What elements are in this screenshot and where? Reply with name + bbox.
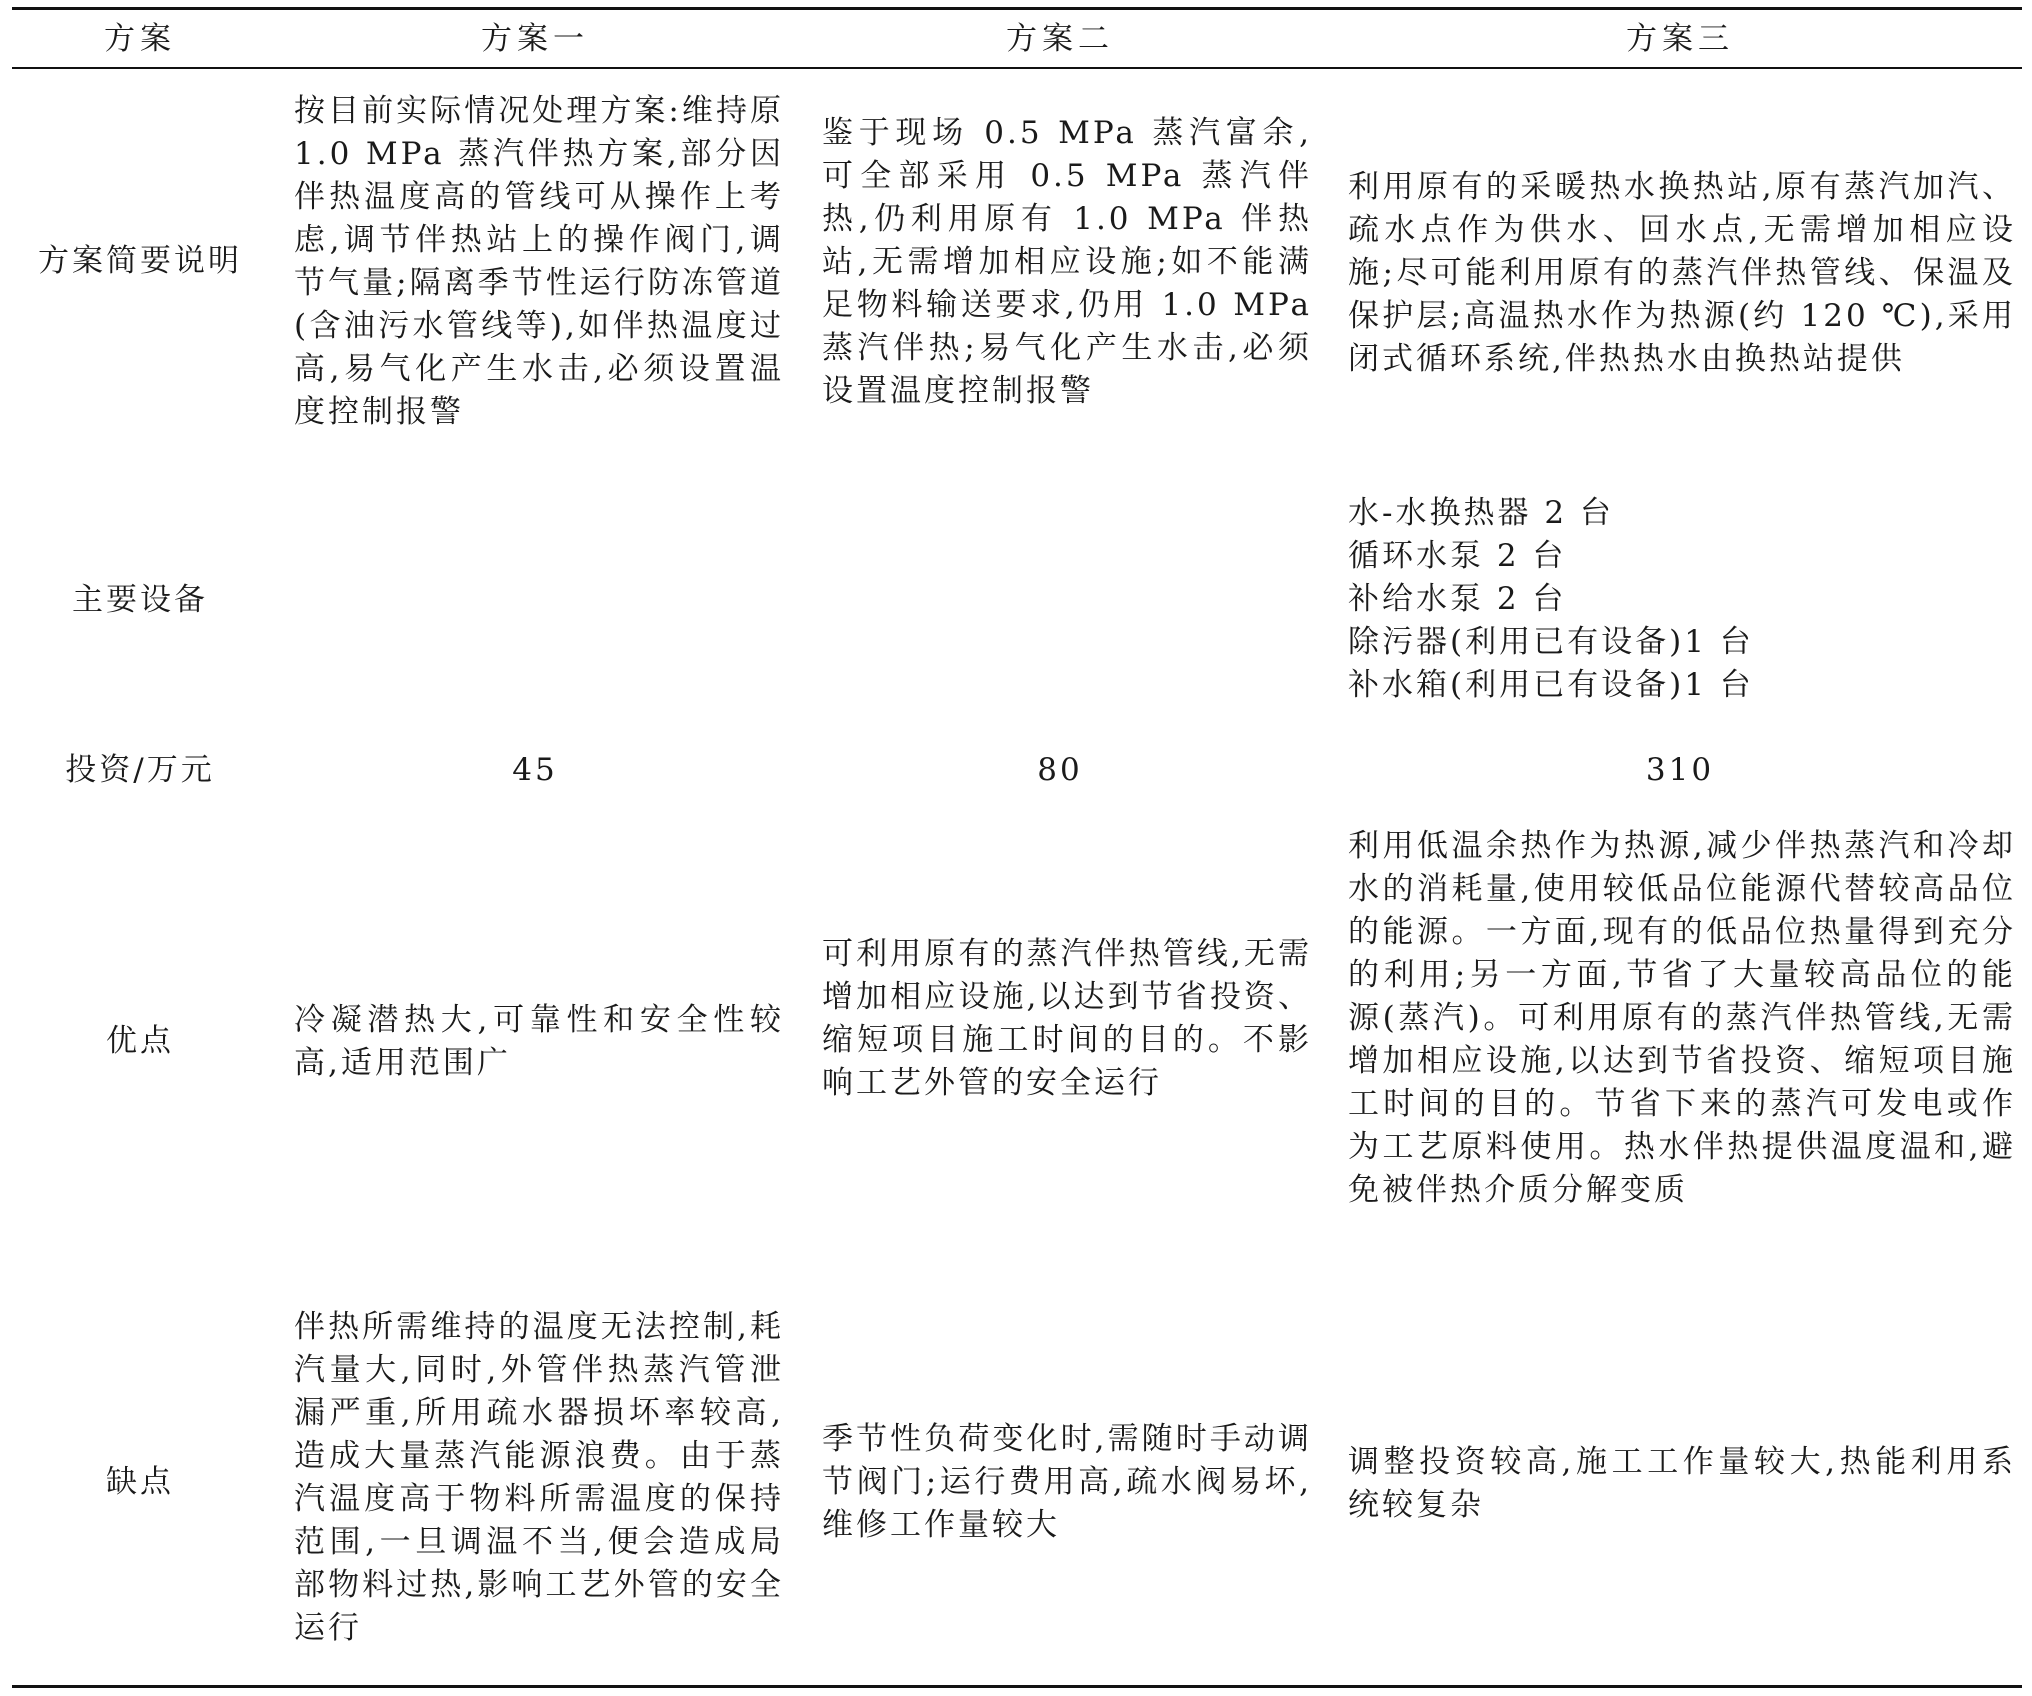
header-plan-1: 方案一 [481, 21, 589, 57]
disadvantages-plan-2: 季节性负荷变化时,需随时手动调节阀门;运行费用高,疏水阀易坏,维修工作量较大 [822, 1421, 1312, 1543]
investment-plan-3: 310 [1645, 752, 1715, 788]
row-label-summary: 方案简要说明 [38, 243, 242, 279]
summary-plan-1: 按目前实际情况处理方案:维持原 1.0 MPa 蒸汽伴热方案,部分因伴热温度高的管线可从操作上考虑,调节伴热站上的操作阀门,调节气量;隔离季节性运行防冻管道(含油污水管线等),如伴热温度过高,易气化产生水击,必须设置温度控制报警 [294, 93, 784, 430]
row-label-equipment: 主要设备 [72, 582, 208, 618]
disadvantages-plan-3: 调整投资较高,施工工作量较大,热能利用系统较复杂 [1348, 1444, 2016, 1523]
equipment-item: 水-水换热器 2 台 [1348, 495, 1614, 531]
summary-plan-2: 鉴于现场 0.5 MPa 蒸汽富余,可全部采用 0.5 MPa 蒸汽伴热,仍利用原有 1.0 MPa 伴热站,无需增加相应设施;如不能满足物料输送要求,仍用 1.0 MPa 蒸汽伴热;易气化产生水击,必须设置温度控制报警 [822, 115, 1312, 409]
disadvantages-plan-1: 伴热所需维持的温度无法控制,耗汽量大,同时,外管伴热蒸汽管泄漏严重,所用疏水器损坏率较高,造成大量蒸汽能源浪费。由于蒸汽温度高于物料所需温度的保持范围,一旦调温不当,便会造成局部物料过热,影响工艺外管的安全运行 [294, 1309, 784, 1646]
advantages-plan-2: 可利用原有的蒸汽伴热管线,无需增加相应设施,以达到节省投资、缩短项目施工时间的目的。不影响工艺外管的安全运行 [822, 936, 1312, 1101]
header-plan-3: 方案三 [1626, 21, 1734, 57]
equipment-plan-3-list [1348, 492, 2016, 707]
table-bottom-rule [12, 1685, 2022, 1688]
header-scheme: 方案 [104, 21, 176, 57]
investment-plan-2: 80 [1037, 752, 1083, 788]
advantages-plan-3: 利用低温余热作为热源,减少伴热蒸汽和冷却水的消耗量,使用较低品位能源代替较高品位的能源。一方面,现有的低品位热量得到充分的利用;另一方面,节省了大量较高品位的能源(蒸汽)。可利用原有的蒸汽伴热管线,无需增加相应设施,以达到节省投资、缩短项目施工时间的目的。节省下来的蒸汽可发电或作为工艺原料使用。热水伴热提供温度温和,避免被伴热介质分解变质 [1348, 828, 2016, 1208]
header-plan-2: 方案二 [1006, 21, 1114, 57]
summary-plan-3: 利用原有的采暖热水换热站,原有蒸汽加汽、疏水点作为供水、回水点,无需增加相应设施;尽可能利用原有的蒸汽伴热管线、保温及保护层;高温热水作为热源(约 120 ℃),采用闭式循环系统,伴热热水由换热站提供 [1348, 169, 2016, 377]
equipment-item: 除污器(利用已有设备)1 台 [1348, 624, 1754, 660]
row-label-disadvantages: 缺点 [106, 1464, 174, 1500]
table-top-rule [12, 7, 2022, 10]
equipment-item: 循环水泵 2 台 [1348, 538, 1567, 574]
advantages-plan-1: 冷凝潜热大,可靠性和安全性较高,适用范围广 [294, 1002, 784, 1081]
row-label-advantages: 优点 [106, 1023, 174, 1059]
equipment-item: 补水箱(利用已有设备)1 台 [1348, 667, 1754, 703]
row-label-investment: 投资/万元 [65, 752, 215, 788]
equipment-item: 补给水泵 2 台 [1348, 581, 1567, 617]
table-header-rule [12, 67, 2022, 69]
investment-plan-1: 45 [512, 752, 558, 788]
